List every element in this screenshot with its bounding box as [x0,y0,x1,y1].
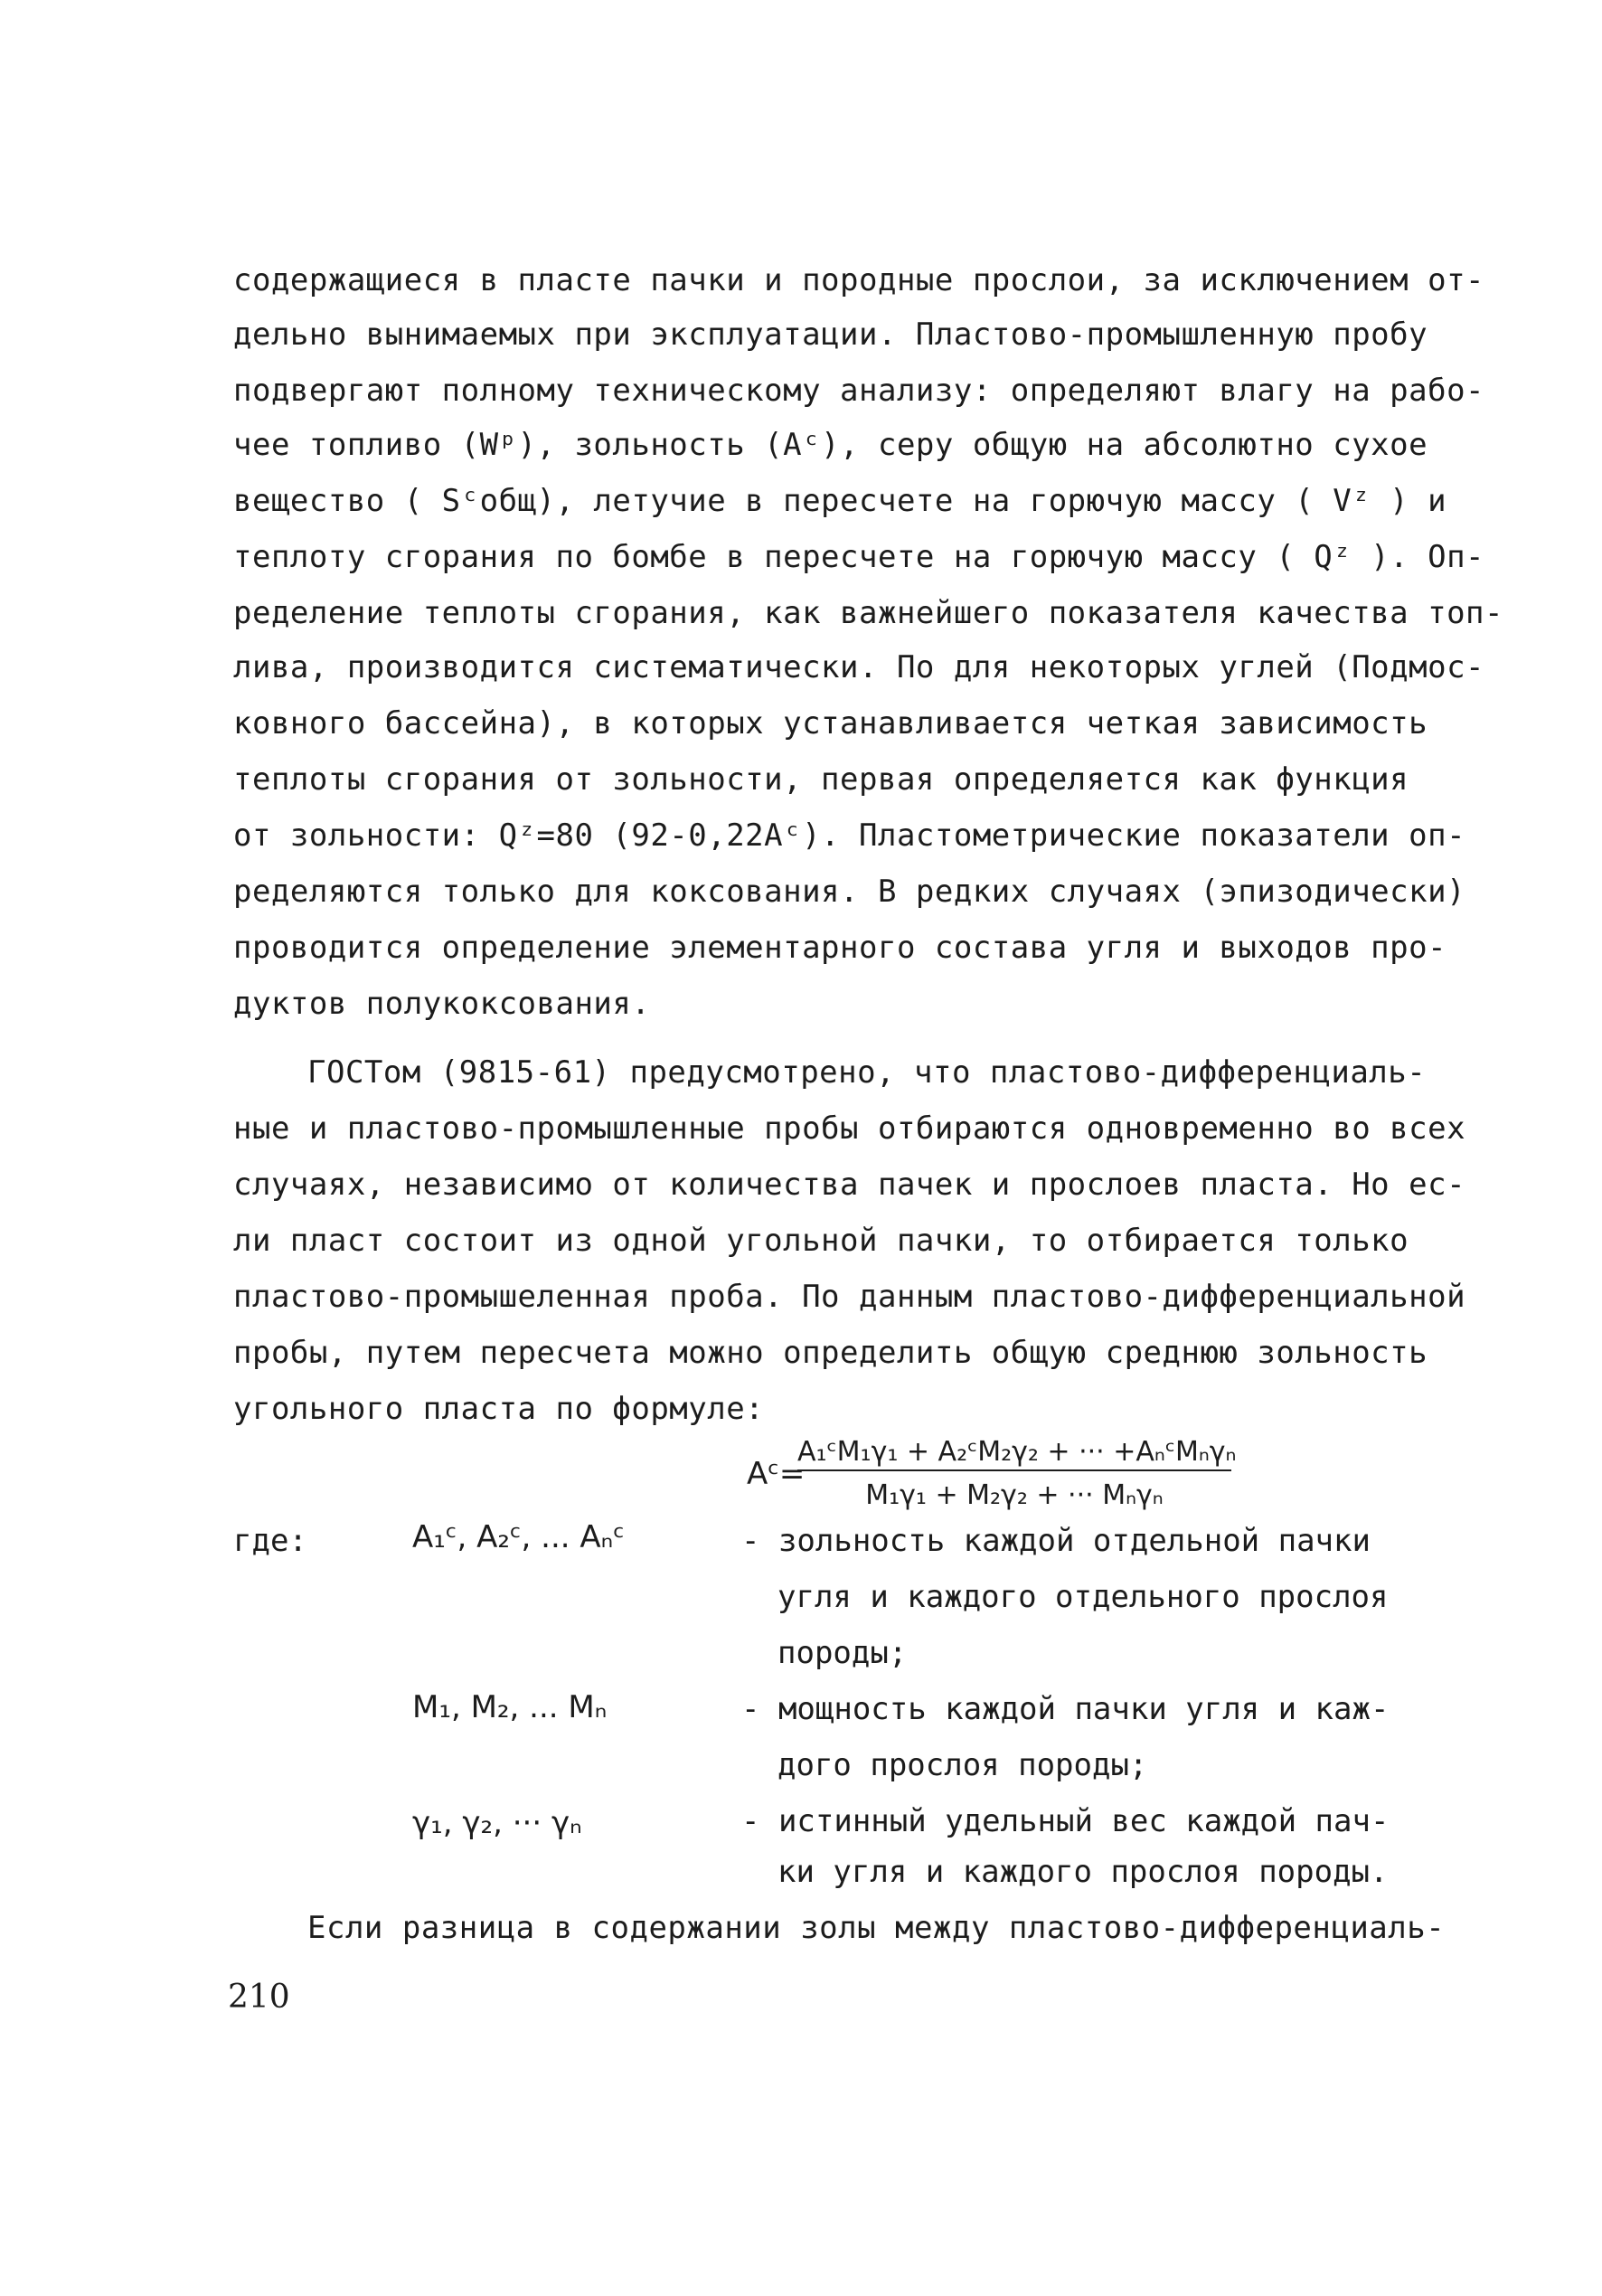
where-label: где: [233,1523,307,1559]
text-line: Если разница в содержании золы между пластово-дифференциаль- [307,1910,1446,1946]
text-line: ГОСТом (9815-61) предусмотрено, что пластово-дифференциаль- [307,1054,1427,1091]
formula-numerator: A₁ᶜM₁γ₁ + A₂ᶜM₂γ₂ + ··· +AₙᶜMₙγₙ [797,1436,1231,1471]
text-line: лива, производится систематически. По для некоторых углей (Подмос- [233,649,1485,685]
text-line: угольного пласта по формуле: [233,1391,765,1427]
text-line: проводится определение элементарного состава угля и выходов про- [233,930,1447,966]
definition-line: - зольность каждой отдельной пачки [741,1523,1371,1559]
ash-content-formula [747,1436,1235,1517]
formula-lhs: Aᶜ= [747,1456,806,1492]
text-line: теплоту сгорания по бомбе в пересчете на горючую массу ( Qᶻ ). Оп- [233,539,1485,575]
symbol-thickness: M₁, M₂, ... Mₙ [412,1689,608,1725]
symbol-ash: A₁ᶜ, A₂ᶜ, ... Aₙᶜ [412,1519,625,1555]
text-line: чее топливо (Wᵖ), зольность (Aᶜ), серу общую на абсолютно сухое [233,427,1428,463]
text-line: ределяются только для коксования. В редких случаях (эпизодически) [233,874,1466,910]
text-line: теплоты сгорания от зольности, первая определяется как функция [233,761,1409,798]
text-line: вещество ( Sᶜобщ), летучие в пересчете на горючую массу ( Vᶻ ) и [233,483,1447,519]
text-line: случаях, независимо от количества пачек и прослоев пласта. Но ес- [233,1167,1466,1203]
definition-line: породы; [777,1635,908,1671]
text-line: пластово-промышеленная проба. По данным пластово-дифференциальной [233,1279,1466,1315]
formula-denominator: M₁γ₁ + M₂γ₂ + ··· Mₙγₙ [865,1479,1164,1511]
text-line: ли пласт состоит из одной угольной пачки, то отбирается только [233,1223,1409,1259]
text-line: дельно вынимаемых при эксплуатации. Пластово-промышленную пробу [233,317,1428,353]
text-line: ковного бассейна), в которых устанавливается четкая зависимость [233,705,1428,742]
page-number: 210 [228,1979,290,2016]
text-line: от зольности: Qᶻ=80 (92-0,22Aᶜ). Пластометрические показатели оп- [233,817,1466,854]
text-line: содержащиеся в пласте пачки и породные прослои, за исключением от- [233,262,1485,298]
definition-line: угля и каждого отдельного прослоя [777,1579,1389,1615]
definition-line: ки угля и каждого прослоя породы. [777,1854,1389,1890]
text-line: подвергают полному техническому анализу: определяют влагу на рабо- [233,373,1485,409]
text-line: ные и пластово-промышленные пробы отбираются одновременно во всех [233,1110,1466,1147]
symbol-specific-gravity: γ₁, γ₂, ··· γₙ [412,1805,582,1841]
text-line: ределение теплоты сгорания, как важнейшего показателя качества топ- [233,595,1503,631]
definition-line: дого прослоя породы; [777,1747,1148,1783]
definition-line: - истинный удельный вес каждой пач- [741,1803,1390,1839]
definition-line: - мощность каждой пачки угля и каж- [741,1691,1390,1727]
text-line: дуктов полукоксования. [233,986,651,1022]
text-line: пробы, путем пересчета можно определить общую среднюю зольность [233,1335,1428,1371]
